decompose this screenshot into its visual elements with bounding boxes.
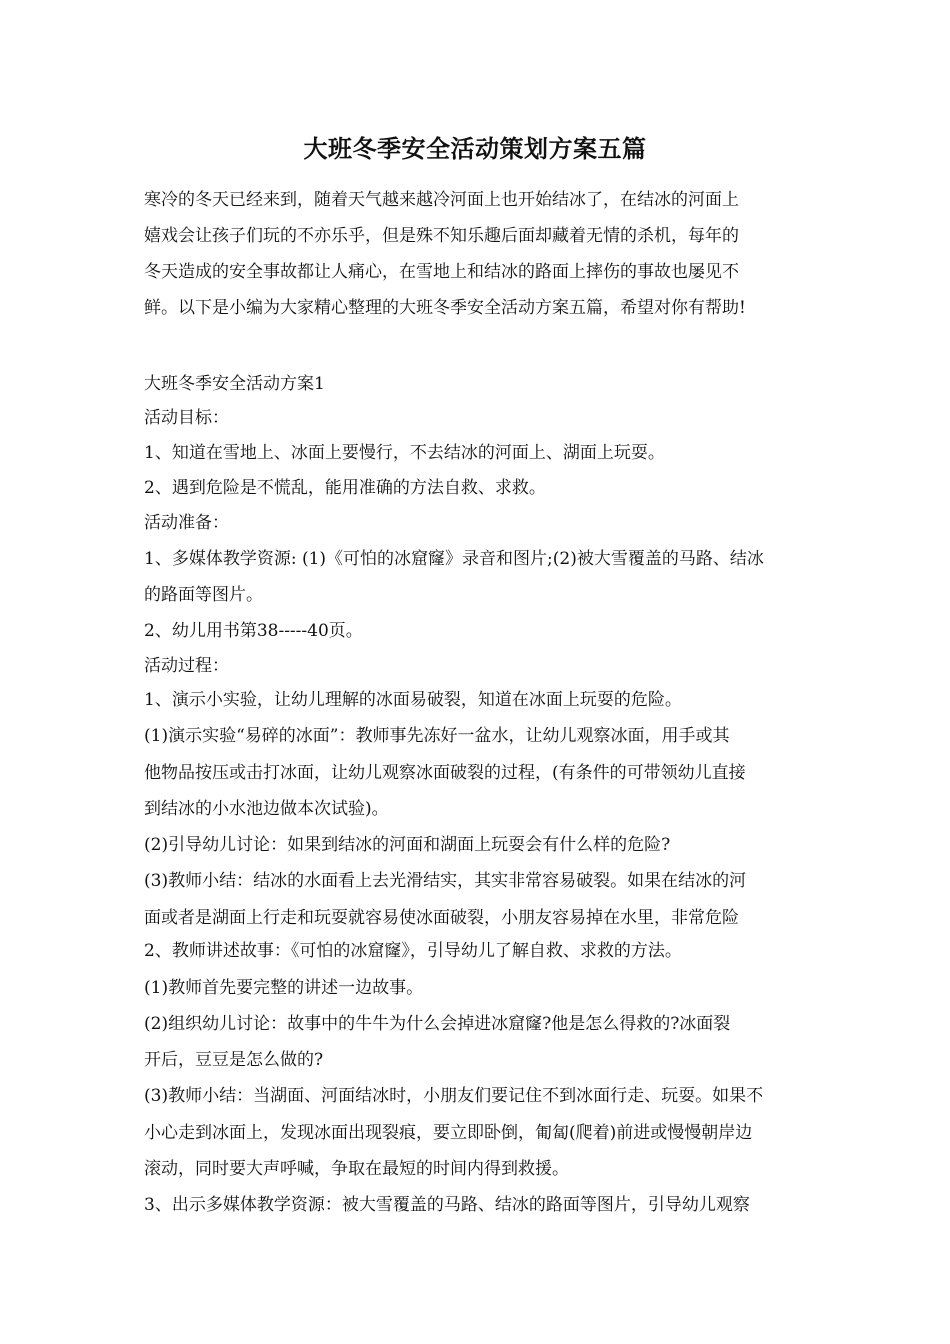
body-line: 2、教师讲述故事：《可怕的冰窟窿》，引导幼儿了解自救、求救的方法。 bbox=[144, 941, 682, 961]
body-line: 面或者是湖面上行走和玩耍就容易使冰面破裂，小朋友容易掉在水里，非常危险 bbox=[144, 908, 739, 928]
body-line: 1、知道在雪地上、冰面上要慢行，不去结冰的河面上、湖面上玩耍。 bbox=[144, 443, 665, 463]
intro-line: 嬉戏会让孩子们玩的不亦乐乎，但是殊不知乐趣后面却藏着无情的杀机，每年的 bbox=[144, 226, 739, 246]
body-line: 的路面等图片。 bbox=[144, 585, 263, 605]
intro-line: 鲜。以下是小编为大家精心整理的大班冬季安全活动方案五篇，希望对你有帮助! bbox=[144, 298, 746, 318]
body-line: 2、幼儿用书第38-----40页。 bbox=[144, 621, 363, 641]
body-line: 1、演示小实验，让幼儿理解的冰面易破裂，知道在冰面上玩耍的危险。 bbox=[144, 690, 682, 710]
body-line: (1)演示实验“易碎的冰面”：教师事先冻好一盆水，让幼儿观察冰面，用手或其 bbox=[144, 726, 730, 746]
body-line: 滚动，同时要大声呼喊，争取在最短的时间内得到救援。 bbox=[144, 1159, 569, 1179]
body-line: 到结冰的小水池边做本次试验)。 bbox=[144, 799, 389, 819]
intro-line: 冬天造成的安全事故都让人痛心，在雪地上和结冰的路面上摔伤的事故也屡见不 bbox=[144, 262, 739, 282]
body-line: (1)教师首先要完整的讲述一边故事。 bbox=[144, 978, 424, 998]
body-line: 小心走到冰面上，发现冰面出现裂痕，要立即卧倒，匍匐(爬着)前进或慢慢朝岸边 bbox=[144, 1123, 753, 1143]
intro-line: 寒冷的冬天已经来到，随着天气越来越冷河面上也开始结冰了，在结冰的河面上 bbox=[144, 190, 739, 210]
section-heading: 大班冬季安全活动方案1 bbox=[144, 374, 325, 394]
subheading-process: 活动过程： bbox=[144, 656, 229, 676]
body-line: (3)教师小结：结冰的水面看上去光滑结实，其实非常容易破裂。如果在结冰的河 bbox=[144, 871, 747, 891]
subheading-goals: 活动目标： bbox=[144, 408, 229, 428]
body-line: (2)引导幼儿讨论：如果到结冰的河面和湖面上玩耍会有什么样的危险? bbox=[144, 835, 671, 855]
body-line: 1、多媒体教学资源: (1)《可怕的冰窟窿》录音和图片;(2)被大雪覆盖的马路、结冰 bbox=[144, 549, 764, 569]
document-title: 大班冬季安全活动策划方案五篇 bbox=[303, 134, 647, 163]
body-line: 他物品按压或击打冰面，让幼儿观察冰面破裂的过程，(有条件的可带领幼儿直接 bbox=[144, 763, 746, 783]
body-line: 3、出示多媒体教学资源：被大雪覆盖的马路、结冰的路面等图片，引导幼儿观察 bbox=[144, 1195, 750, 1215]
body-line: 开后，豆豆是怎么做的? bbox=[144, 1050, 324, 1070]
body-line: (3)教师小结：当湖面、河面结冰时，小朋友们要记住不到冰面行走、玩耍。如果不 bbox=[144, 1086, 764, 1106]
subheading-preparation: 活动准备： bbox=[144, 513, 229, 533]
body-line: (2)组织幼儿讨论：故事中的牛牛为什么会掉进冰窟窿?他是怎么得救的?冰面裂 bbox=[144, 1014, 731, 1034]
body-line: 2、遇到危险是不慌乱，能用准确的方法自救、求救。 bbox=[144, 478, 546, 498]
